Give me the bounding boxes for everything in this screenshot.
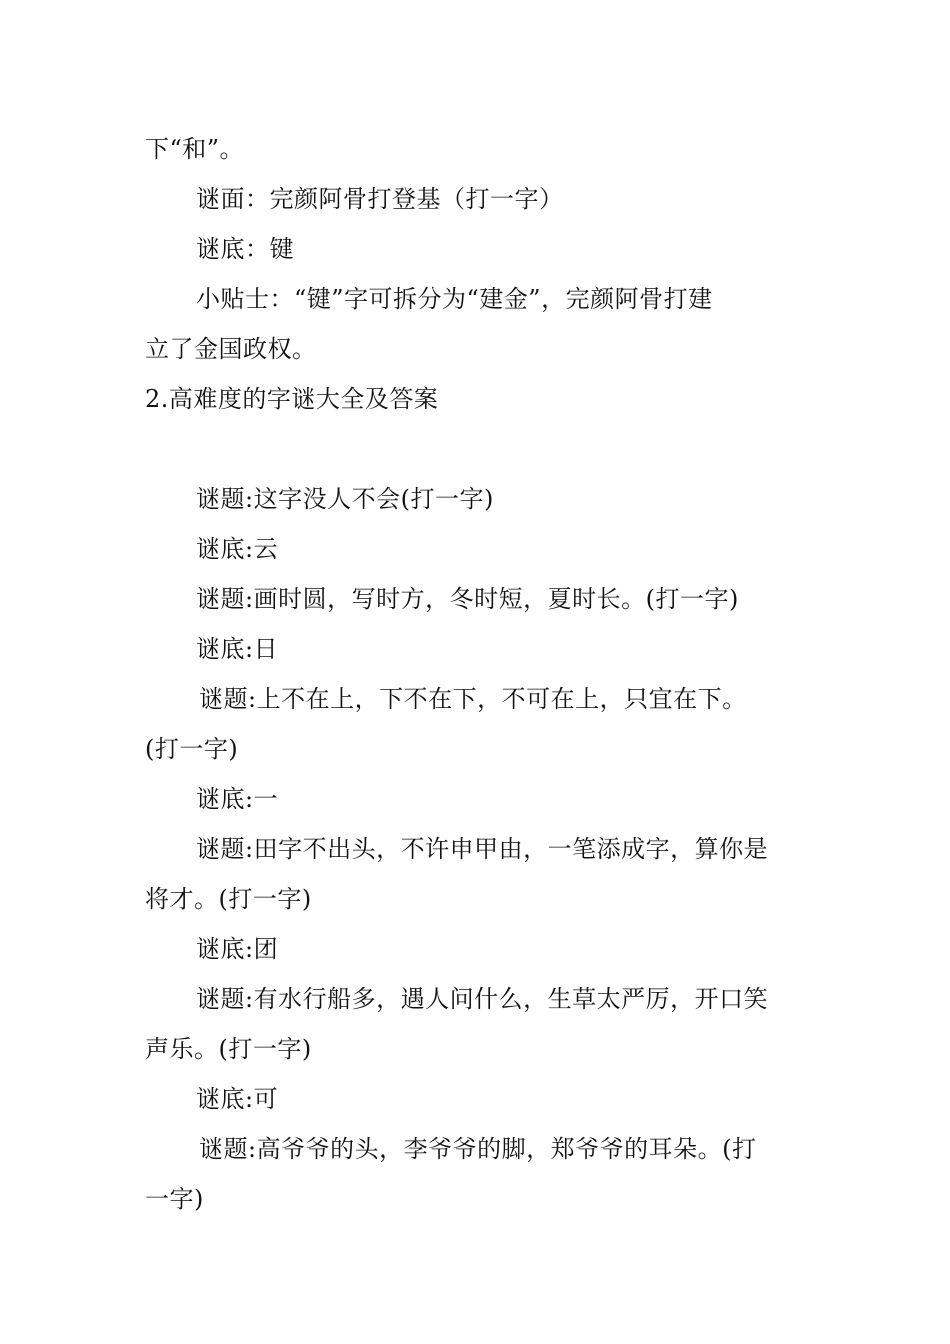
riddle-answer: 谜底:云: [196, 535, 279, 563]
riddle-question: 谜题:高爷爷的头，李爷爷的脚，郑爷爷的耳朵。(打: [199, 1135, 757, 1163]
riddle-question-continued: 一字): [145, 1185, 204, 1213]
riddle-question: 谜题:田字不出头，不许申甲由，一笔添成字，算你是: [196, 835, 769, 863]
text-line: 下“和”。: [145, 135, 245, 163]
riddle-answer: 谜底:可: [196, 1085, 279, 1113]
riddle-answer: 谜底:团: [196, 935, 279, 963]
riddle-question: 谜面：完颜阿骨打登基（打一字）: [196, 185, 564, 213]
riddle-tip: 小贴士：“键”字可拆分为“建金”，完颜阿骨打建: [196, 285, 713, 313]
document-body: [145, 124, 810, 1224]
riddle-tip-continued: 立了金国政权。: [145, 335, 317, 363]
riddle-answer: 谜底:日: [196, 635, 279, 663]
riddle-answer: 谜底：键: [196, 235, 294, 263]
riddle-answer: 谜底:一: [196, 785, 279, 813]
section-heading: 2.高难度的字谜大全及答案: [145, 385, 439, 413]
riddle-question: 谜题:上不在上，下不在下，不可在上，只宜在下。: [199, 685, 747, 713]
riddle-question: 谜题:画时圆，写时方，冬时短，夏时长。(打一字): [196, 585, 739, 613]
riddle-question-continued: 将才。(打一字): [145, 885, 312, 913]
riddle-question-continued: 声乐。(打一字): [145, 1035, 312, 1063]
riddle-question: 谜题:这字没人不会(打一字): [196, 485, 494, 513]
riddle-question-continued: (打一字): [145, 735, 239, 763]
riddle-question: 谜题:有水行船多，遇人问什么，生草太严厉，开口笑: [196, 985, 769, 1013]
blank-line: [145, 424, 810, 474]
